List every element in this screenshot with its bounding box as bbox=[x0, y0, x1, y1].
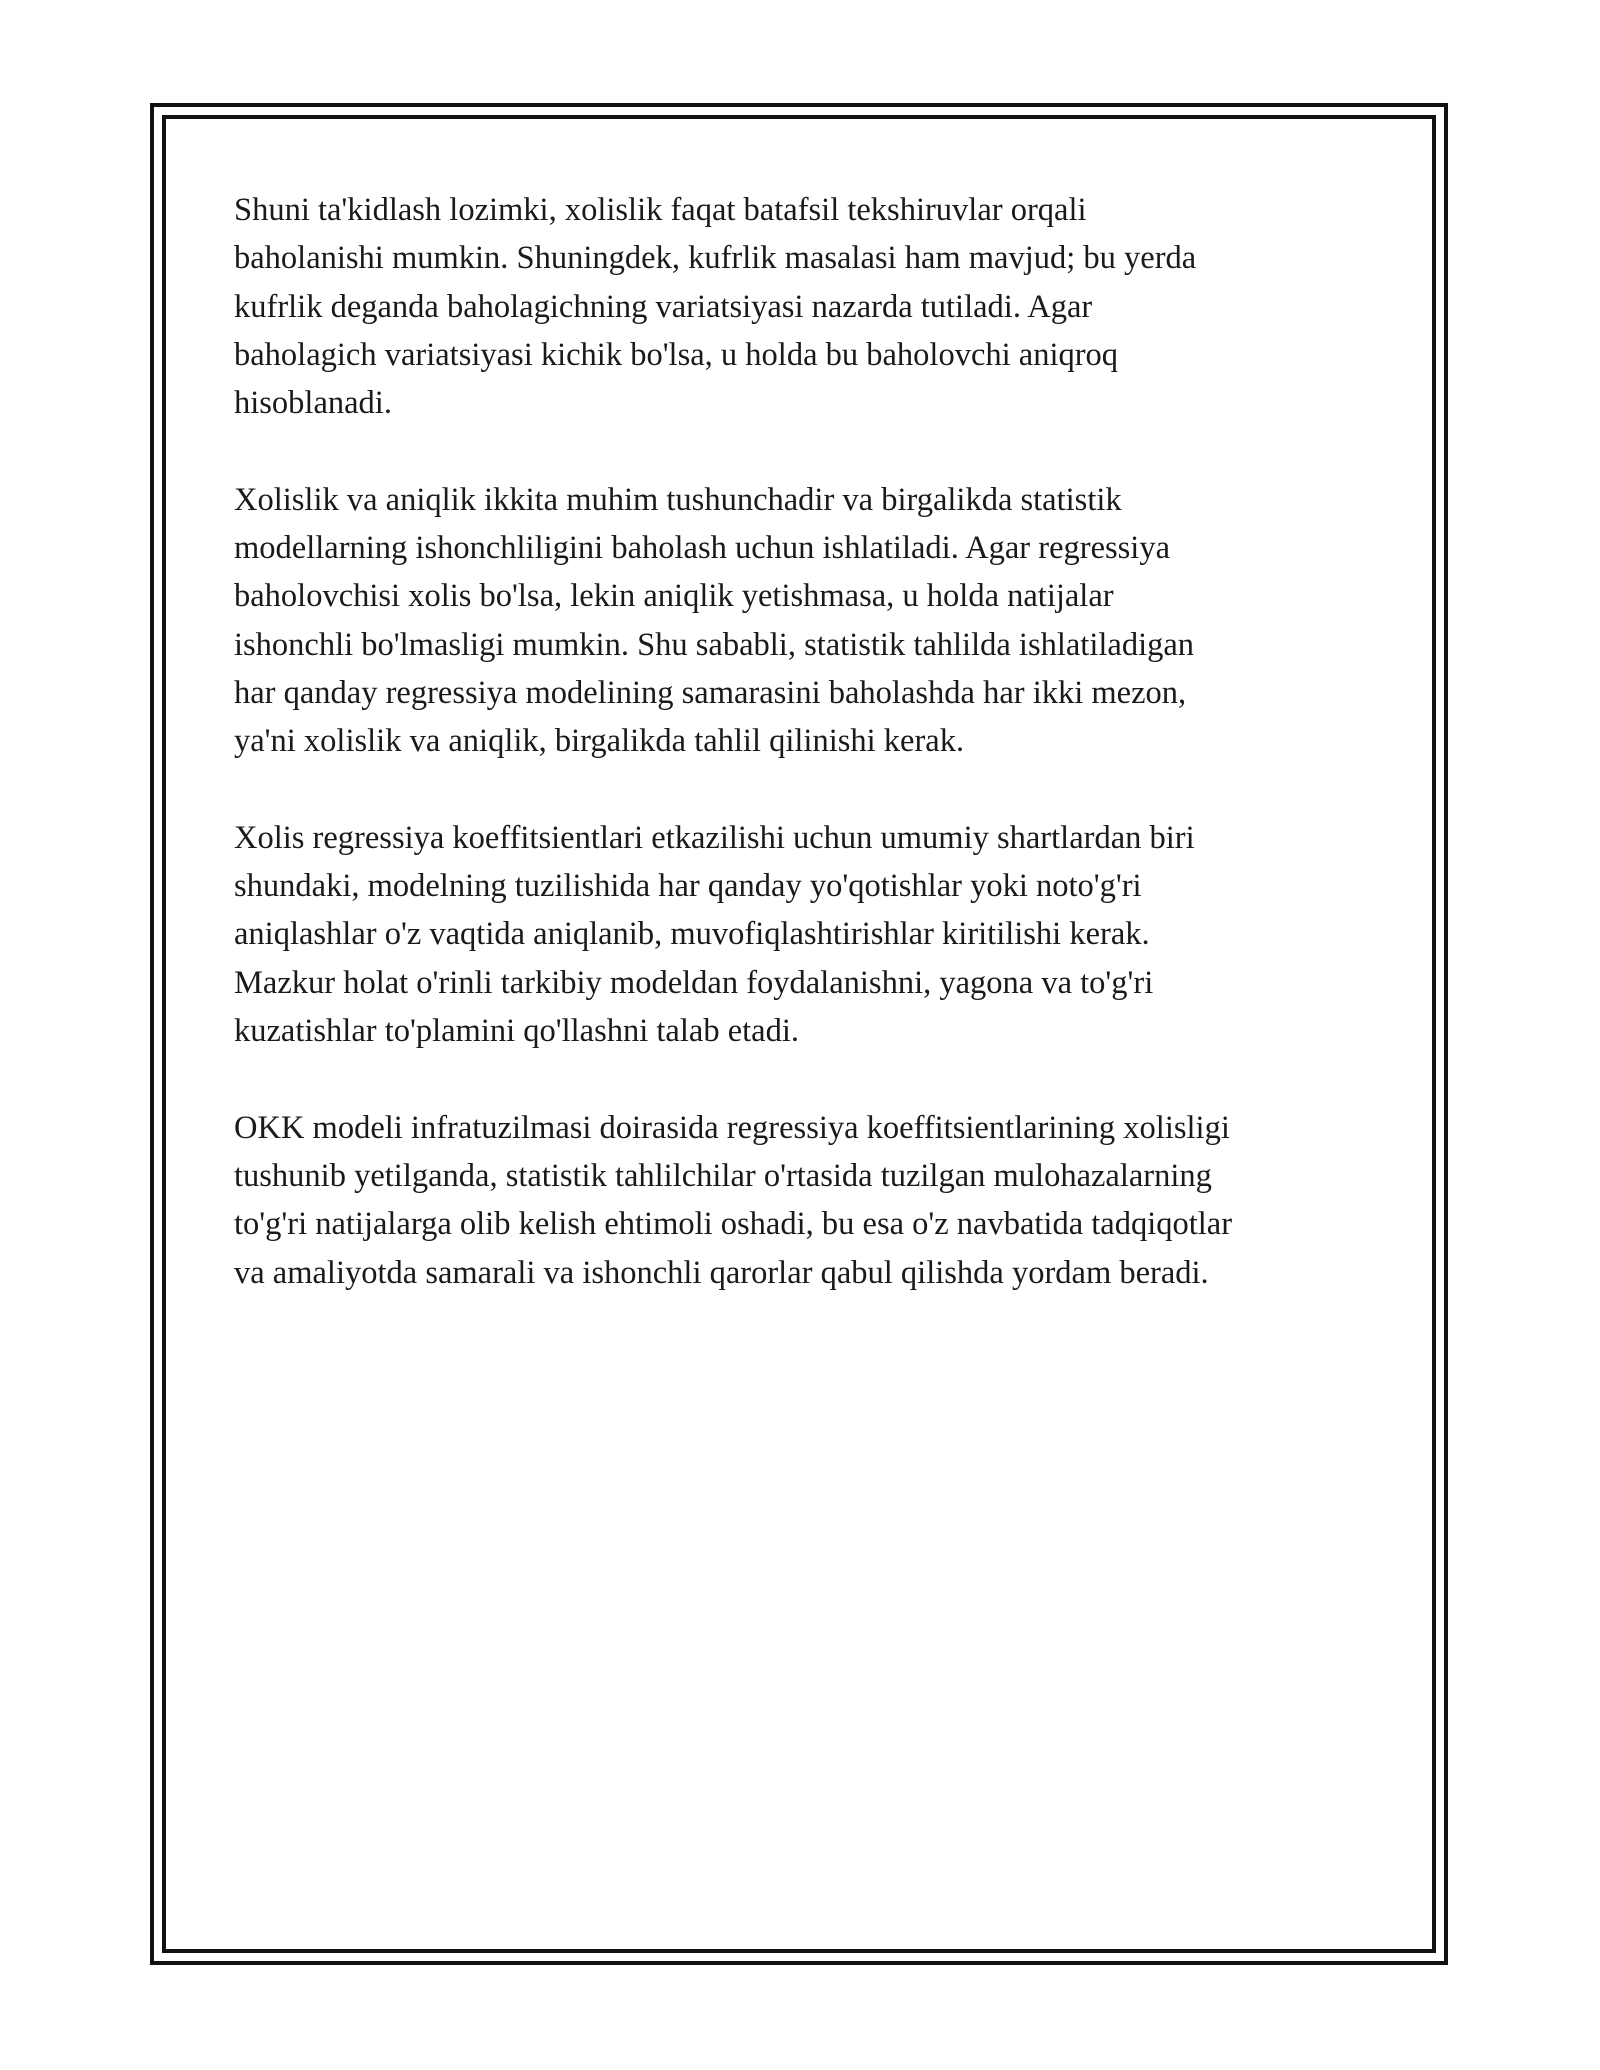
text-line: modellarning ishonchliligini baholash uchun ishlatiladi. Agar regressiya bbox=[234, 530, 1170, 567]
text-line: baholagich variatsiyasi kichik bo'lsa, u holda bu baholovchi aniqroq bbox=[234, 336, 1119, 373]
text-line: Shuni ta'kidlash lozimki, xolislik faqat batafsil tekshiruvlar orqali bbox=[234, 192, 1087, 228]
text-line: Xolislik va aniqlik ikkita muhim tushunchadir va birgalikda statistik bbox=[234, 481, 1122, 518]
paragraph-2 bbox=[234, 476, 1384, 766]
text-line: Mazkur holat o'rinli tarkibiy modeldan foydalanishni, yagona va to'g'ri bbox=[234, 964, 1154, 1001]
text-line: ishonchli bo'lmasligi mumkin. Shu sababli, statistik tahlilda ishlatiladigan bbox=[234, 626, 1195, 663]
paragraph-4 bbox=[234, 1104, 1384, 1297]
text-line: har qanday regressiya modelining samarasini baholashda har ikki mezon, bbox=[234, 674, 1187, 711]
text-line: aniqlashlar o'z vaqtida aniqlanib, muvofiqlashtirishlar kiritilishi kerak. bbox=[234, 916, 1150, 953]
text-line: shundaki, modelning tuzilishida har qanday yo'qotishlar yoki noto'g'ri bbox=[234, 868, 1142, 905]
text-line: Xolis regressiya koeffitsientlari etkazilishi uchun umumiy shartlardan biri bbox=[234, 819, 1195, 856]
text-line: ya'ni xolislik va aniqlik, birgalikda tahlil qilinishi kerak. bbox=[234, 723, 965, 760]
text-line: kuzatishlar to'plamini qo'llashni talab etadi. bbox=[234, 1013, 799, 1050]
text-line: baholovchisi xolis bo'lsa, lekin aniqlik yetishmasa, u holda natijalar bbox=[234, 578, 1114, 615]
paragraph-1 bbox=[234, 186, 1384, 427]
document-body bbox=[234, 186, 1384, 1345]
paragraph-3 bbox=[234, 814, 1384, 1055]
text-line: to'g'ri natijalarga olib kelish ehtimoli oshadi, bu esa o'z navbatida tadqiqotlar bbox=[234, 1206, 1233, 1243]
text-line: kufrlik deganda baholagichning variatsiyasi nazarda tutiladi. Agar bbox=[234, 288, 1093, 325]
text-line: OKK modeli infratuzilmasi doirasida regressiya koeffitsientlarining xolisligi bbox=[234, 1109, 1230, 1146]
text-line: va amaliyotda samarali va ishonchli qarorlar qabul qilishda yordam beradi. bbox=[234, 1254, 1209, 1291]
text-line: tushunib yetilganda, statistik tahlilchilar o'rtasida tuzilgan mulohazalarning bbox=[234, 1157, 1212, 1194]
text-line: hisoblanadi. bbox=[234, 385, 392, 422]
text-line: baholanishi mumkin. Shuningdek, kufrlik masalasi ham mavjud; bu yerda bbox=[234, 240, 1197, 277]
